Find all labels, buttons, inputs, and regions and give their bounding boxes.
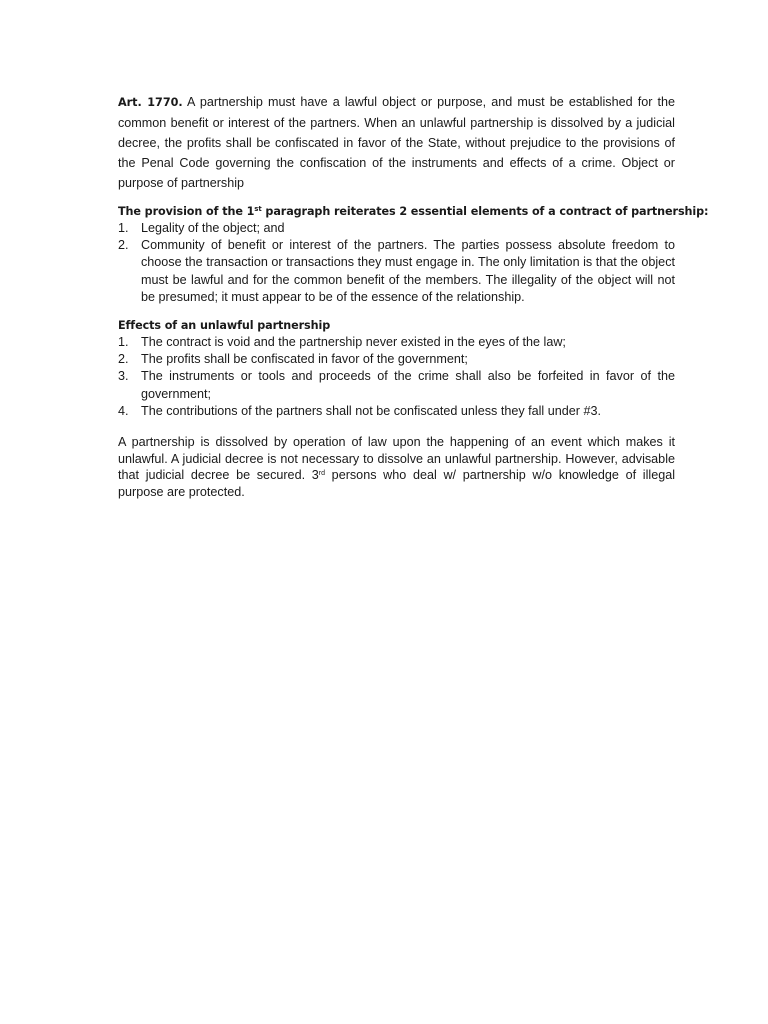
closing-paragraph	[118, 434, 675, 500]
article-paragraph	[118, 92, 675, 193]
provision-list	[118, 220, 675, 306]
list-item-text: Community of benefit or interest of the partners. The parties possess absolute freedom to choose the transaction or transactions they must engage in. The only limitation is that the object must be lawful and for the common benefit of the members. The illegality of the object will not be presumed; it must appear to be of the essence of the relationship.	[141, 238, 675, 304]
list-item	[118, 403, 675, 420]
article-text: A partnership must have a lawful object or purpose, and must be established for the common benefit or interest of the partners. When an unlawful partnership is dissolved by a judicial decree, the profits shall be confiscated in favor of the State, without prejudice to the provisions of the Penal Code governing the confiscation of the instruments and effects of a crime. Object or purpose of partnership	[118, 95, 675, 190]
list-item-text: The contract is void and the partnership never existed in the eyes of the law;	[141, 335, 566, 350]
list-item-number: 2.	[118, 352, 129, 367]
list-item-text: The instruments or tools and proceeds of the crime shall also be forfeited in favor of the government;	[141, 369, 675, 401]
closing-text: A partnership is dissolved by operation of law upon the happening of an event which makes it unlawful. A judicial decree is not necessary to dissolve an unlawful partnership. However, advisable that judicial decree be secured. 3	[118, 435, 675, 483]
list-item-number: 4.	[118, 403, 129, 418]
provision-heading-text-end: paragraph reiterates 2 essential elements of a contract of partnership:	[261, 205, 709, 218]
list-item	[118, 368, 675, 402]
list-item-number: 1.	[118, 335, 129, 350]
effects-section	[118, 318, 675, 420]
list-item-number: 1.	[118, 221, 129, 235]
provision-heading-superscript: st	[254, 205, 262, 213]
list-item	[118, 334, 675, 351]
list-item	[118, 220, 675, 237]
list-item	[118, 237, 675, 306]
closing-superscript: rd	[318, 470, 325, 478]
article-number: Art. 1770.	[118, 96, 183, 109]
provision-section	[118, 204, 709, 306]
provision-heading-text: The provision of the 1	[118, 205, 255, 218]
provision-heading	[118, 204, 709, 220]
list-item-text: The contributions of the partners shall not be confiscated unless they fall under #3.	[141, 403, 601, 418]
list-item	[118, 351, 675, 368]
effects-heading: Effects of an unlawful partnership	[118, 319, 331, 333]
list-item-text: Legality of the object; and	[141, 221, 285, 235]
document-page	[118, 92, 709, 500]
list-item-number: 2.	[118, 238, 129, 253]
closing-text-end: persons who deal w/ partnership w/o knowledge of illegal purpose are protected.	[118, 468, 676, 499]
list-item-number: 3.	[118, 369, 129, 384]
effects-list	[118, 334, 675, 420]
list-item-text: The profits shall be confiscated in favor of the government;	[141, 352, 468, 367]
